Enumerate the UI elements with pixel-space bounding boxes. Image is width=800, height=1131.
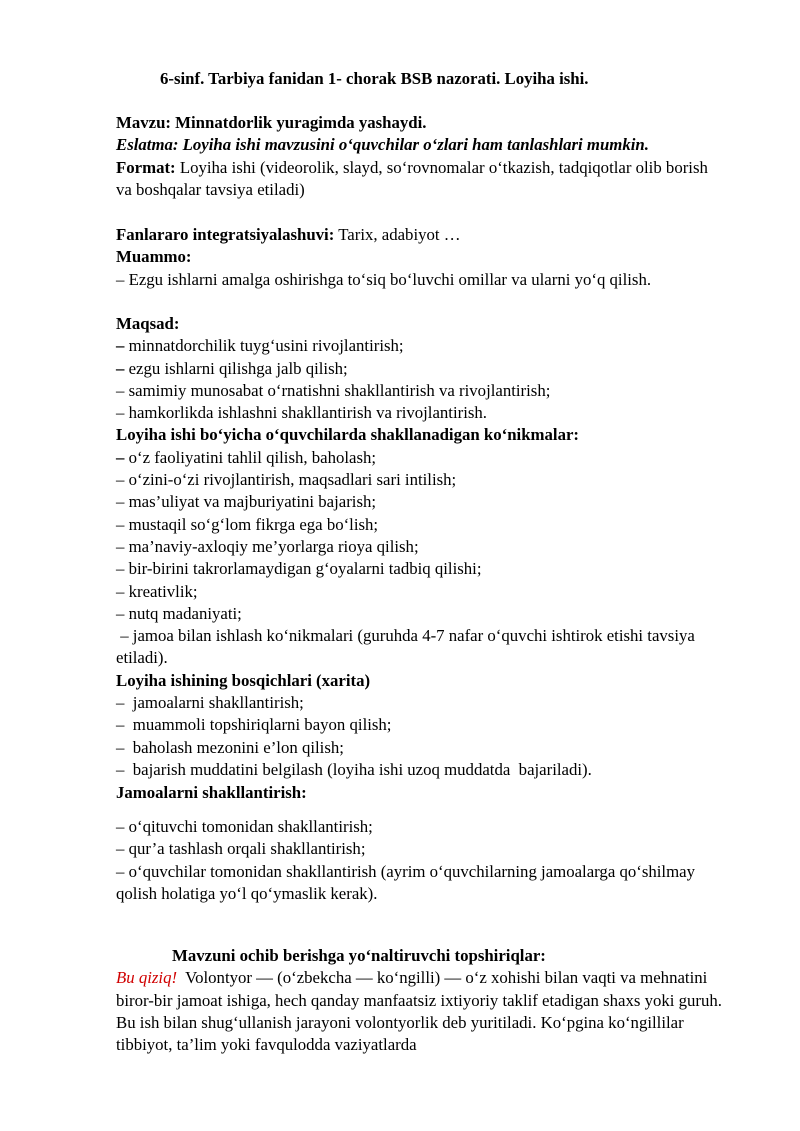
teams-label: Jamoalarni shakllantirish: (116, 783, 307, 802)
skill-item: – bir-birini takrorlamaydigan g‘oyalarni tadbiq qilishi; (116, 559, 482, 579)
skill-item: – nutq madaniyati; (116, 603, 242, 623)
format-text: Loyiha ishi (videorolik, slayd, so‘rovnomalar o‘tkazish, tadqiqotlar olib borish va boshqalar tavsiya etiladi) (116, 157, 708, 199)
team-item: – o‘qituvchi tomonidan shakllantirish; (116, 817, 373, 836)
skill-item: – mustaqil so‘g‘lom fikrga ega bo‘lish; (116, 514, 379, 534)
integration-text: Tarix, adabiyot … (334, 225, 461, 244)
goal-item: – minnatdorchilik tuyg‘usini rivojlantirish; (116, 336, 404, 356)
teams-list (116, 816, 736, 905)
goal-block (116, 313, 736, 781)
skill-item: – mas’uliyat va majburiyatini bajarish; (116, 492, 377, 512)
stage-item: – baholash mezonini e’lon qilish; (116, 737, 344, 757)
problem-text: – Ezgu ishlarni amalga oshirishga to‘siq bo‘luvchi omillar va ularni yo‘q qilish. (116, 269, 652, 289)
goal-item: – samimiy munosabat o‘rnatishni shakllantirish va rivojlantirish; (116, 380, 551, 400)
skill-item: – kreativlik; (116, 581, 198, 601)
integration-block (116, 224, 736, 291)
goal-item: – ezgu ishlarni qilishga jalb qilish; (116, 358, 348, 378)
integration-label: Fanlararo integratsiyalashuvi: (116, 225, 335, 244)
document-title: 6-sinf. Tarbiya fanidan 1- chorak BSB nazorati. Loyiha ishi. (160, 69, 589, 88)
tasks-paragraph (116, 967, 731, 1056)
integration-line (116, 224, 736, 246)
topic-block (116, 112, 736, 201)
interesting-label: Bu qiziq! (116, 968, 178, 988)
format-label: Format: (116, 157, 176, 177)
skill-item: – o‘z faoliyatini tahlil qilish, baholash; (116, 447, 377, 467)
skill-item: – jamoa bilan ishlash ko‘nikmalari (guruhda 4-7 nafar o‘quvchi ishtirok etishi tavsiya etiladi). (116, 626, 700, 668)
tasks-text: Volontyor — (o‘zbekcha — ko‘ngilli) — o‘z xohishi bilan vaqti va mehnatini biror-bir jamoat ishiga, hech qanday manfaatsiz ixtiyoriy taklif etadigan shaxs yoki guruh. Bu ish bilan shug‘ullanish jarayoni volontyorlik deb yuritiladi. Ko‘pgina ko‘ngillilar tibbiyot, ta’lim yoki favqulodda vaziyatlarda (116, 968, 727, 1055)
skills-label: Loyiha ishi bo‘yicha o‘quvchilarda shakllanadigan ko‘nikmalar: (116, 425, 580, 445)
topic-line: Mavzu: Minnatdorlik yuragimda yashaydi. (116, 113, 427, 132)
teams-block (116, 782, 736, 804)
tasks-label: Mavzuni ochib berishga yo‘naltiruvchi topshiriqlar: (172, 946, 546, 965)
team-item: – o‘quvchilar tomonidan shakllantirish (ayrim o‘quvchilarning jamoalarga qo‘shilmay qolish holatiga yo‘l qo‘ymaslik kerak). (116, 861, 695, 903)
problem-label: Muammo: (116, 247, 192, 267)
tasks-block (116, 945, 736, 1056)
stage-item: – bajarish muddatini belgilash (loyiha ishi uzoq muddatda bajariladi). (116, 759, 592, 779)
goal-label: Maqsad: (116, 314, 180, 333)
format-paragraph (116, 157, 716, 202)
stage-item: – jamoalarni shakllantirish; (116, 693, 304, 713)
stage-item: – muammoli topshiriqlarni bayon qilish; (116, 715, 392, 735)
team-item: – qur’a tashlash orqali shakllantirish; (116, 839, 366, 859)
note-line: Eslatma: Loyiha ishi mavzusini o‘quvchilar o‘zlari ham tanlashlari mumkin. (116, 135, 649, 155)
skill-item: – ma’naviy-axloqiy me’yorlarga rioya qilish; (116, 536, 419, 556)
stages-label: Loyiha ishining bosqichlari (xarita) (116, 670, 371, 690)
skill-item: – o‘zini-o‘zi rivojlantirish, maqsadlari sari intilish; (116, 470, 457, 490)
goal-item: – hamkorlikda ishlashni shakllantirish va rivojlantirish. (116, 403, 487, 423)
